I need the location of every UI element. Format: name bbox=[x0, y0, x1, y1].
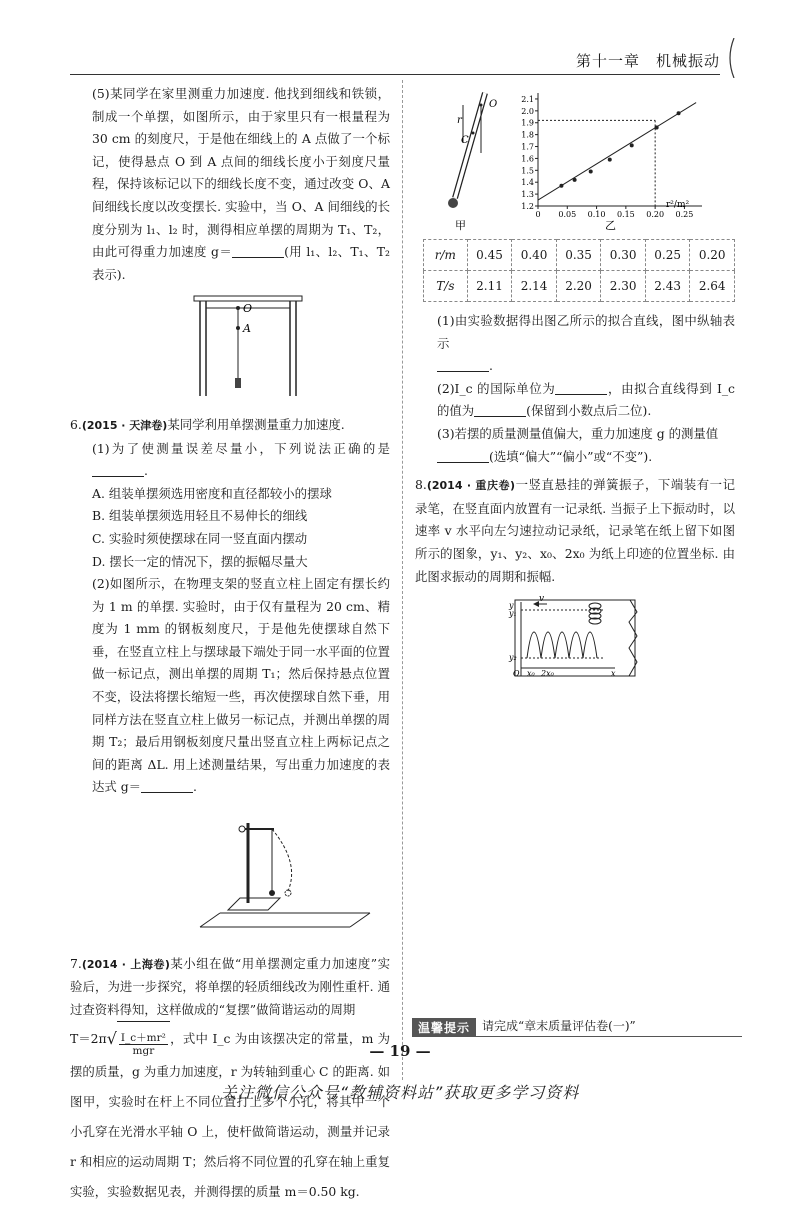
table-cell: 2.20 bbox=[556, 271, 601, 302]
table-cell: 0.25 bbox=[645, 240, 690, 271]
table-row bbox=[424, 240, 735, 271]
q7-fig-caption-jia: 甲 bbox=[455, 219, 466, 232]
table-cell: 0.30 bbox=[601, 240, 646, 271]
q6-option-d: D. 摆长一定的情况下，摆的振幅尽量大 bbox=[92, 553, 308, 569]
q7-data-table bbox=[423, 239, 735, 302]
chart-data-point bbox=[677, 111, 681, 115]
q5-fig-label-o: O bbox=[243, 302, 253, 316]
chart-x-tick-label: 0 bbox=[535, 210, 541, 219]
q7-fig-label-o: O bbox=[489, 99, 498, 110]
q8-fig-label-y: y bbox=[509, 601, 514, 611]
q6-stem: 6.(2015 · 天津卷)某同学利用单摆测量重力加速度. bbox=[70, 416, 345, 432]
q8-fig-label-v: v bbox=[539, 594, 545, 605]
chart-x-axis-label: r²/m² bbox=[666, 200, 690, 210]
chart-y-tick-label: 1.6 bbox=[521, 154, 534, 164]
table-row-label: T/s bbox=[424, 271, 468, 302]
q5-pendulum-figure bbox=[70, 290, 390, 398]
chapter-arc-decoration bbox=[724, 38, 738, 78]
page-number: — 19 — bbox=[369, 1042, 431, 1060]
table-cell: 0.40 bbox=[512, 240, 557, 271]
q6-sub1: (1)为了使测量误差尽量小，下列说法正确的是. bbox=[92, 440, 390, 479]
table-cell: 2.64 bbox=[690, 271, 735, 302]
chart-x-tick-label: 0.05 bbox=[558, 210, 577, 219]
table-cell: 0.35 bbox=[556, 240, 601, 271]
chart-data-point bbox=[573, 178, 577, 182]
header-rule bbox=[70, 74, 720, 75]
chart-data-point bbox=[608, 158, 612, 162]
left-column bbox=[70, 83, 390, 1207]
q6-stand-figure bbox=[70, 803, 390, 933]
q7-formula-line: T＝2π √ $\frac{\text{I\_c＋mr²}}{\text{mgr}}$ ，式中 I_c 为由该摆决定的常量，m 为摆的质量，g 为重力加速度，r 为转轴到重心 C 的距离. 如图甲，实验时在杆上不同位置打上多个小孔，将其中一个小孔穿在光滑水平轴 O 上，使杆做简谐运动，测量并记录 r 和相应的运动周期 T；然后将不同位置的孔穿在轴上重复实验，实验数据见表，并测得摆的质量 m＝0.50 kg. bbox=[70, 1021, 390, 1207]
chart-data-point bbox=[589, 170, 593, 174]
table-cell: 2.14 bbox=[512, 271, 557, 302]
chart-y-tick-label: 2.0 bbox=[521, 106, 534, 116]
q8-recording-figure bbox=[415, 592, 735, 682]
q7-period-formula: T＝2π √ $\frac{\text{I\_c＋mr²}}{\text{mgr}}$ bbox=[70, 1021, 170, 1057]
table-cell: 2.43 bbox=[645, 271, 690, 302]
reminder-tip bbox=[412, 1017, 742, 1037]
chart-y-tick-label: 1.5 bbox=[521, 166, 534, 176]
q6-option-b: B. 组装单摆须选用轻且不易伸长的细线 bbox=[92, 508, 308, 524]
chart-x-tick-label: 0.15 bbox=[616, 210, 635, 219]
tip-text: 请完成“章末质量评估卷(一)” bbox=[476, 1017, 742, 1037]
q8-fig-label-x: x bbox=[611, 669, 616, 679]
chapter-title: 第十一章 机械振动 bbox=[575, 52, 720, 70]
table-cell: 0.20 bbox=[690, 240, 735, 271]
q7-answer-blank-2[interactable] bbox=[555, 380, 607, 395]
q8-fig-label-origin: O bbox=[513, 669, 520, 679]
q7-sub1: (1)由实验数据得出图乙所示的拟合直线，图中纵轴表示 . bbox=[437, 313, 735, 374]
q6-answer-blank-1[interactable] bbox=[92, 462, 144, 477]
q8-fig-label-y2: y₂ bbox=[509, 653, 517, 663]
chart-y-tick-label: 1.7 bbox=[521, 142, 534, 152]
q7-sub3: (3)若摆的质量测量值偏大，重力加速度 g 的测量值 (选填“偏大”“偏小”或“不变”). bbox=[437, 425, 719, 464]
q7-answer-blank-4[interactable] bbox=[437, 448, 489, 463]
chart-data-point bbox=[655, 125, 659, 129]
q7-figures bbox=[415, 83, 735, 233]
table-row-label: r/m bbox=[424, 240, 468, 271]
q7-stem: 7.(2014 · 上海卷)某小组在做“用单摆测定重力加速度”实验后，为进一步探究，将单摆的轻质细线改为刚性重杆. 通过查资料得知，这样做成的“复摆”做简谐运动的周期 bbox=[70, 955, 390, 1017]
q7-sub2: (2)I_c 的国际单位为 ，由拟合直线得到 I_c 的值为 (保留到小数点后二位). bbox=[437, 380, 735, 419]
q7-fig-label-r: r bbox=[457, 115, 462, 126]
tip-label: 温馨提示 bbox=[412, 1018, 476, 1037]
table-cell: 0.45 bbox=[467, 240, 512, 271]
table-cell: 2.11 bbox=[467, 271, 512, 302]
q6-option-c: C. 实验时须使摆球在同一竖直面内摆动 bbox=[92, 530, 308, 546]
q8-fig-label-2x0: 2x₀ bbox=[541, 669, 554, 679]
q7-fit-chart-yi bbox=[510, 83, 720, 233]
q5-text: (5)某同学在家里测重力加速度. 他找到细线和铁锁，制成一个单摆，如图所示，由于家里只有一根量程为 30 cm 的刻度尺，于是他在细线上的 A 点做了一个标记，使得悬点 O 到 A 点间的细线长度小于刻度尺量程，保持该标记以下的细线长度不变，通过改变 O、A 间细线长度以改变摆长. 实验中，当 O、A 间细线的长度分别为 l₁、l₂ 时，测得相应单摆的周期为 T₁、T₂，由此可得重力加速度 g＝ (用 l₁、l₂、T₁、T₂ 表示). bbox=[92, 86, 390, 282]
chart-data-point bbox=[559, 184, 563, 188]
chart-y-tick-label: 1.4 bbox=[521, 178, 534, 188]
q8-stem: 8.(2014 · 重庆卷)一竖直悬挂的弹簧振子，下端装有一记录笔，在竖直面内放置有一记录纸. 当振子上下振动时，以速率 v 水平向左匀速拉动记录纸，记录笔在纸上留下如图所示的图象，y₁、y₂、x₀、2x₀ 为纸上印迹的位置坐标. 由此图求振动的周期和振幅. bbox=[415, 477, 736, 584]
q8-fig-label-x0: x₀ bbox=[527, 669, 535, 679]
chart-y-tick-label: 1.9 bbox=[521, 118, 534, 128]
q7-fig-caption-yi: 乙 bbox=[605, 219, 616, 232]
chart-y-tick-label: 1.3 bbox=[521, 190, 534, 200]
chart-y-tick-label: 1.2 bbox=[521, 202, 534, 211]
chart-y-tick-label: 1.8 bbox=[521, 130, 534, 140]
q7-answer-blank-1[interactable] bbox=[437, 357, 489, 372]
q7-fig-label-c: C bbox=[461, 135, 469, 146]
table-cell: 2.30 bbox=[601, 271, 646, 302]
q6-sub2: (2)如图所示，在物理支架的竖直立柱上固定有摆长约为 1 m 的单摆. 实验时，由于仅有量程为 20 cm、精度为 1 mm 的钢板刻度尺，于是他先使摆球自然下垂，在竖直立柱上与摆球最下端处于同一水平面的位置做一标记点，测出单摆的周期 T₁；然后保持悬点位置不变，设法将摆长缩短一些，再次使摆球自然下垂，用同样方法在竖直立柱上做另一标记点，并测出单摆的周期 T₂；最后用钢板刻度尺量出竖直立柱上两标记点之间的距离 ΔL. 用上述测量结果，写出重力加速度的表达式 g＝ . bbox=[92, 576, 390, 795]
q7-rod-figure-jia bbox=[415, 83, 510, 233]
right-column bbox=[415, 83, 735, 694]
chart-y-tick-label: 2.1 bbox=[521, 94, 534, 104]
q6-option-a: A. 组装单摆须选用密度和直径都较小的摆球 bbox=[92, 485, 332, 501]
q8-fig-label-y1: y₁ bbox=[509, 609, 517, 619]
chart-x-tick-label: 0.20 bbox=[646, 210, 665, 219]
q5-fig-label-a: A bbox=[243, 322, 251, 336]
q5-answer-blank[interactable] bbox=[232, 243, 284, 258]
q7-answer-blank-3[interactable] bbox=[474, 402, 526, 417]
chart-x-tick-label: 0.25 bbox=[675, 210, 694, 219]
chart-data-point bbox=[630, 143, 634, 147]
column-divider bbox=[402, 80, 403, 1080]
chart-x-tick-label: 0.10 bbox=[587, 210, 606, 219]
q6-answer-blank-2[interactable] bbox=[141, 778, 193, 793]
table-row bbox=[424, 271, 735, 302]
footer-notice: 关注微信公众号“教辅资料站”获取更多学习资料 bbox=[220, 1083, 580, 1102]
